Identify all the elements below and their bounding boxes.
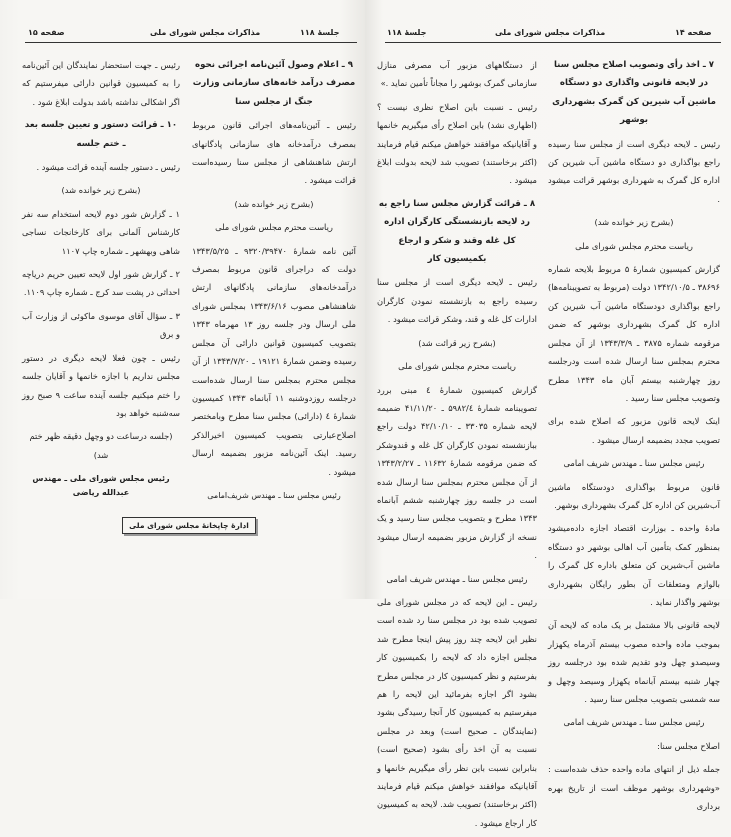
paragraph: رئیس ـ این لایحه که در مجلس شورای ملی تصویب شده بود در مجلس سنا رد شده است نظیر این لایحه چند روز پیش اینجا مطرح شد مجلس اجازه داد که لایحه را بکمیسیون کار بفرستیم و نظر کمیسیون کار در مجلس مطرح بشود اگر اجازه بفرمائید این لایحه را هم میفرستیم به کمیسیون کار آنجا رسیدگی بشود (نمایندگان ـ صحیح است) وبعد در مجلس نسبت به آن اخذ رأی بشود (صحیح است) بنابراین نسبت باین نظر رأی میگیریم خانمها و آقایانیکه موافقند خواهش میکنم قیام فرمایند (اکثر برخاستند) تصویب شد. لایحه به کمیسیون کار ارجاع میشود . bbox=[377, 596, 537, 828]
paragraph: ۳ ـ سؤال آقای موسوی ماکوئی از وزارت آب و برق bbox=[22, 310, 180, 340]
section-heading: ۷ ـ اخذ رأی وتصویب اصلاح مجلس سنا در لایحه قانونی واگذاری دو دستگاه ماشین آب شیرین کن گمرک بشهرداری بوشهر bbox=[552, 60, 716, 126]
left-column bbox=[377, 56, 537, 837]
paragraph: رئیس ـ چون فعلا لایحه دیگری در دستور مجلس نداریم با اجازه خانمها و آقایان جلسه را ختم میکنیم جلسه آینده ساعت ۹ صبح روز سه‌شنبه خواهد بود bbox=[22, 352, 180, 418]
columns bbox=[22, 56, 356, 503]
centered-line: رئیس مجلس سنا ـ مهندس شریف امامی bbox=[563, 717, 705, 728]
header-rule bbox=[25, 42, 357, 43]
paragraph: ۱ ـ گزارش شور دوم لایحه استخدام سه نفر کارشناس آلمانی برای کارخانجات نساجی شاهی وبهشهر ـ شماره چاپ ۱۱۰۷ bbox=[22, 208, 180, 256]
page-body bbox=[377, 56, 720, 837]
left-column bbox=[22, 56, 180, 500]
centered-line: (بشرح زیر خوانده شد) bbox=[61, 185, 141, 196]
centered-line: ریاست محترم مجلس شورای ملی bbox=[215, 222, 333, 233]
printing-office-box: ادارهٔ چاپخانهٔ مجلس شورای ملی bbox=[122, 517, 256, 534]
columns bbox=[377, 56, 720, 837]
right-column bbox=[192, 56, 356, 503]
section-heading: ۱۰ ـ قرائت دستور و تعیین جلسه بعد ـ ختم جلسه bbox=[24, 120, 178, 149]
left-page bbox=[0, 0, 365, 599]
session-number: جلسهٔ ۱۱۸ bbox=[387, 28, 427, 37]
centered-line: (جلسه درساعت دو وچهل دقیقه ظهر ختم شد) bbox=[29, 431, 173, 460]
paragraph: اصلاح مجلس سنا: bbox=[657, 740, 720, 751]
signature-majlis-president: رئیس مجلس شورای ملی ـ مهندس عبدالله ریاضی bbox=[32, 474, 170, 498]
paragraph: از دستگاههای مزبور آب مصرفی منازل سازمانی گمرک بوشهر را مجاناً تأمین نماید .» bbox=[377, 60, 537, 89]
session-number: جلسهٔ ۱۱۸ bbox=[300, 28, 340, 37]
centered-line: رئیس مجلس سنا ـ مهندس شریف امامی bbox=[563, 458, 705, 469]
running-title: مذاکرات مجلس شورای ملی bbox=[150, 28, 261, 37]
signature-senate-president: رئیس مجلس سنا ـ مهندس شریف‌امامی bbox=[207, 490, 341, 500]
page-number: صفحه ۱۵ bbox=[28, 28, 65, 37]
centered-line: (بشرح زیر خوانده شد) bbox=[234, 198, 314, 209]
paragraph: گزارش کمیسیون شمارهٔ ٤ مبنی بررد تصویبنامه شمارهٔ ۵۹۸۲/٤ ـ ۴۱/۱۱/۲۰ ضمیمه لایحه شماره ۳۳۰۳۵ ـ ۴۲/۱۰/۱۰ دولت راجع ببازنشسته نمودن کارگران کل غله و قندوشکر که ضمن مرقومه شمارهٔ ۱۱۶۳۲ ـ ۱۳۴۳/۲/۲۷ از آن مجلس محترم بمجلس سنا ارسال شده است در جلسه روز چهارشنبه ششم آبانماه ۱۳۴۳ مطرح و بتصویب مجلس سنا رسید و یک نسخه از گزارش مزبور بضمیمه ارسال میشود . bbox=[377, 384, 538, 561]
paragraph: اینک لایحه قانون مزبور که اصلاح شده برای تصویب مجدد بضمیمه ارسال میشود . bbox=[548, 416, 720, 445]
page-number: صفحه ۱۴ bbox=[675, 28, 712, 37]
paragraph: رئیس ـ آئین‌نامه‌های اجرائی قانون مربوط بمصرف درآمدخانه های سازمانی پادگانهای ارتش شاهنشاهی از مجلس سنا رسیده‌است قرائت میشود . bbox=[192, 120, 356, 186]
paragraph: لایحه قانونی بالا مشتمل بر یک ماده که لایحه آن بموجب ماده واحده مصوب بیستم آذرماه یکهزار وسیصدو چهل ودو تقدیم شده بود درجلسه روز چهار شنبه بیستم آبانماه یکهزار وسیصد وچهل و سه شمسی بتصویب مجلس سنا رسید . bbox=[548, 620, 720, 704]
centered-line: ریاست محترم مجلس شورای ملی bbox=[575, 240, 693, 251]
page-body bbox=[22, 56, 356, 534]
paragraph: آئین نامه شمارهٔ ۹۳۲۰/۳۹۴۷۰ ـ ۱۳۴۳/۵/۲۵ دولت که دراجرای قانون مربوط بمصرف درآمدخانه‌های سازمانی پادگانهای ارتش شاهنشاهی مصوب ۱۳۴۳/۶/۱۶ بمجلس شورای ملی ارسال ودر جلسه روز ۱۳ مهرماه ۱۳۴۳ بتصویب کمیسیون قوانین دارائی آن مجلس رسیده وضمن شمارهٔ ۱۹۱۲۱ ـ ۱۳۴۳/۷/۲۰ از آن مجلس محترم بمجلس سنا ارسال شده‌است درجلسه روزدوشنبه ۱۱ آبانماه ۱۳۴۳ کمیسیون شمارهٔ ٤ (دارائی) مجلس سنا مطرح وبامختصر اصلاح‌عبارتی بتصویب کمیسیون اخیرالذکر رسید. اینک آئین‌نامه مزبور بضمیمه ارسال میشود . bbox=[192, 245, 356, 477]
paragraph: رئیس ـ لایحه دیگری است از مجلس سنا رسیده راجع به بازنشسته نمودن کارگران ادارات کل غله و قند، وشکر قرائت میشود . bbox=[377, 277, 537, 325]
centered-line: (بشرح زیر قرائت شد) bbox=[418, 337, 496, 348]
running-title: مذاکرات مجلس شورای ملی bbox=[495, 28, 606, 37]
paragraph: رئیس ـ دستور جلسه آینده قرائت میشود . bbox=[36, 162, 180, 173]
paragraph: رئیس ـ نسبت باین اصلاح نظری نیست ؟ (اظهاری نشد) باین اصلاح رأی میگیریم خانمها و آقایانیکه موافقند خواهش میکنم قیام فرمایند (اکثر برخاستند) تصویب شد لایحه بدولت ابلاغ میشود . bbox=[377, 101, 537, 186]
section-heading: ۹ ـ اعلام وصول آئین‌نامه اجرائی نحوه مصرف درآمد خانه‌های سازمانی وزارت جنگ از مجلس سنا bbox=[192, 60, 356, 107]
centered-line: (بشرح زیر خوانده شد) bbox=[594, 217, 674, 228]
paragraph: ۲ ـ گزارش شور اول لایحه تعیین حریم دریاچه احداثی در پشت سد کرج ـ شماره چاپ ۱۱۰۹. bbox=[22, 269, 180, 298]
header-rule bbox=[385, 42, 721, 43]
paragraph: مادهٔ واحده ـ بوزارت اقتصاد اجازه داده‌میشود بمنظور کمک بتأمین آب اهالی بوشهر دو دستگاه ماشین آب‌شیرین کن متعلق باداره کل گمرک را بالوازم ومتعلقات آن بطور رایگان بشهرداری بوشهر واگذار نماید . bbox=[548, 523, 720, 607]
paragraph: رئیس ـ لایحه دیگری است از مجلس سنا رسیده راجع بواگذاری دو دستگاه ماشین آب شیرین کن اداره کل گمرک به شهرداری بوشهر قرائت میشود . bbox=[548, 138, 720, 204]
footer bbox=[22, 503, 356, 534]
section-heading: ۸ ـ قرائت گزارش مجلس سنا راجع به رد لایحه بازنشستگی کارگران اداره کل غله وقند و شکر و ارجاع بکمیسیون کار bbox=[378, 198, 536, 265]
paragraph: گزارش کمیسیون شمارهٔ ۵ مربوط بلایحه شماره ۳۸۶۹۶ ـ ۱۳۴۲/۱۰/۵ دولت (مربوط به تصویبنامه‌ها) راجع بواگذاری دودستگاه ماشین آب شیرین کن اداره کل گمرک بشهرداری بوشهر که ضمن مرقومه شماره ۳۸۷۵ ـ ۱۳۴۳/۳/۹ از آن مجلس محترم بمجلس سنا ارسال شده است ودرجلسه روز چهارشنبه بیستم آبان ماه ۱۳۴۳ مطرح وتصویب مجلس سنا رسید . bbox=[548, 264, 720, 403]
centered-line: رئیس مجلس سنا ـ مهندس شریف امامی bbox=[386, 573, 528, 584]
right-column bbox=[548, 56, 720, 820]
paragraph: قانون مربوط بواگذاری دودستگاه ماشین آب‌شیرین کن اداره کل گمرک بشهرداری بوشهر. bbox=[548, 481, 720, 510]
right-page bbox=[365, 0, 731, 828]
paragraph: رئیس ـ جهت استحضار نمایندگان این آئین‌نامه را به کمیسیون قوانین دارائی میفرستیم که اگر اشکالی نداشته باشد بدولت ابلاغ شود . bbox=[22, 60, 180, 107]
paragraph: جمله ذیل از انتهای ماده واحده حذف شده‌است : «وشهرداری بوشهر موظف است از تاریخ بهره برداری bbox=[548, 764, 720, 812]
centered-line: ریاست محترم مجلس شورای ملی bbox=[398, 361, 516, 372]
